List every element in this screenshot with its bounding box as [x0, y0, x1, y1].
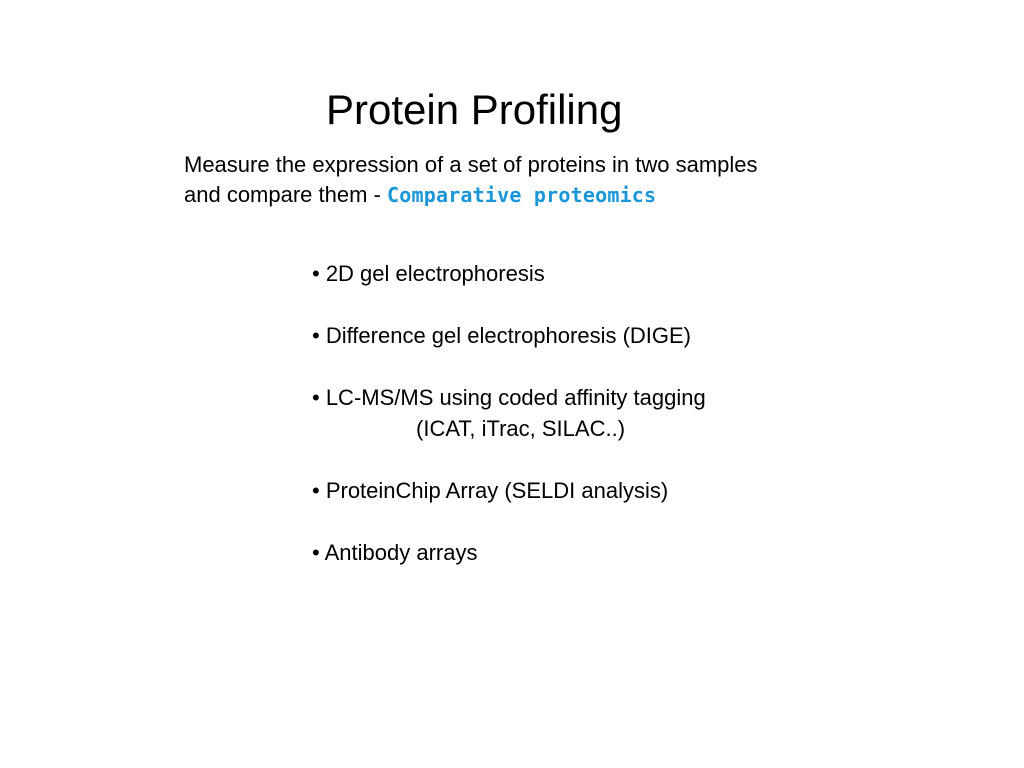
intro-line-2-text: and compare them - [184, 182, 387, 207]
intro-paragraph [184, 150, 758, 210]
bullet-spacer [312, 506, 706, 537]
bullet-item: • Antibody arrays [312, 540, 478, 565]
bullet-sub-item: (ICAT, iTrac, SILAC..) [416, 416, 626, 441]
slide-title: Protein Profiling [326, 86, 623, 133]
intro-line-1: Measure the expression of a set of proteins in two samples [184, 152, 758, 177]
bullet-spacer [312, 289, 706, 320]
bullet-spacer [312, 444, 706, 475]
bullet-item: • 2D gel electrophoresis [312, 261, 545, 286]
intro-line-2 [184, 180, 758, 210]
bullet-item: • LC-MS/MS using coded affinity tagging [312, 385, 706, 410]
comparative-proteomics-highlight: Comparative proteomics [386, 183, 657, 207]
bullet-list [312, 258, 706, 568]
bullet-spacer [312, 351, 706, 382]
bullet-item: • Difference gel electrophoresis (DIGE) [312, 323, 692, 348]
bullet-item: • ProteinChip Array (SELDI analysis) [312, 478, 669, 503]
